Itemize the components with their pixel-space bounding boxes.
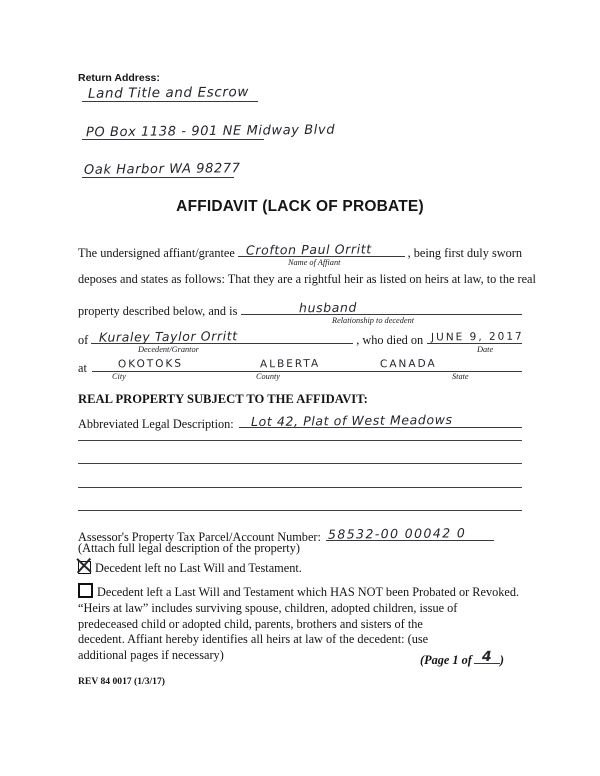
blank-rule-line[interactable] [78, 487, 522, 488]
blank-rule-line[interactable] [78, 510, 522, 511]
decedent-sublabel: Decedent/Grantor [138, 345, 199, 354]
relationship-sublabel: Relationship to decedent [332, 316, 415, 325]
city-value: OKOTOKS [117, 357, 184, 371]
undersigned-suffix: , being first duly sworn [407, 246, 522, 260]
relationship-row [78, 299, 522, 319]
form-number: REV 84 0017 (1/3/17) [78, 676, 165, 687]
parcel-number-value: 58532-00 00042 0 [327, 525, 467, 542]
real-property-heading: REAL PROPERTY SUBJECT TO THE AFFIDAVIT: [78, 392, 368, 406]
heirs-note: “Heirs at law” includes surviving spouse, children, adopted children, issue of predeceased child or adopted child, parents, brothers and sisters of the decedent. Affiant hereby identifies all heirs at law of the decedent: (use additional pages if necessary) [78, 601, 458, 662]
relationship-field[interactable] [241, 299, 522, 315]
attach-note: (Attach full legal description of the property) [78, 541, 300, 555]
no-will-checkbox[interactable] [78, 561, 91, 574]
relationship-value: husband [299, 299, 358, 316]
page-note [420, 648, 504, 668]
undersigned-prefix: The undersigned affiant/grantee [78, 246, 235, 260]
return-address-value-3: Oak Harbor WA 98277 [83, 161, 241, 178]
return-address-line-2[interactable] [82, 122, 336, 141]
of-label: of [78, 333, 89, 347]
date-sublabel: Date [477, 345, 494, 354]
no-will-label: Decedent left no Last Will and Testament. [95, 561, 302, 575]
county-value: ALBERTA [259, 357, 321, 371]
page-count-value: 4 [481, 648, 493, 666]
died-on-text: , who died on [356, 333, 424, 347]
property-prefix: property described below, and is [78, 304, 238, 318]
county-sublabel: County [256, 372, 280, 381]
return-address-line-1[interactable] [82, 86, 258, 102]
unprobated-will-label: Decedent left a Last Will and Testament which HAS NOT been Probated or Revoked. [97, 585, 520, 599]
state-sublabel: State [452, 372, 469, 381]
page-count-field[interactable] [474, 648, 500, 664]
return-address-label: Return Address: [78, 72, 160, 84]
checkbox-row-no-will [78, 559, 522, 576]
return-address-line-3[interactable] [82, 161, 241, 178]
death-date-field[interactable] [427, 328, 522, 344]
return-address-value-1: Land Title and Escrow [87, 84, 250, 102]
parcel-number-label: Assessor's Property Tax Parcel/Account Number: [78, 530, 321, 544]
unprobated-will-checkbox[interactable] [78, 583, 93, 598]
legal-description-value: Lot 42, Plat of West Meadows [250, 411, 453, 430]
deposes-line: deposes and states as follows: That they are a rightful heir as listed on heirs at law, to the real [78, 272, 536, 286]
blank-rule-line[interactable] [78, 440, 522, 441]
at-label: at [78, 361, 87, 375]
death-date-value: JUNE 9, 2017 [431, 330, 524, 344]
checkbox-row-unprobated-will [78, 581, 522, 600]
legal-description-row [78, 412, 522, 432]
affiant-name-field[interactable] [238, 241, 405, 257]
return-address-value-2: PO Box 1138 - 901 NE Midway Blvd [85, 122, 336, 141]
state-value: CANADA [379, 357, 437, 371]
blank-rule-line[interactable] [78, 463, 522, 464]
decedent-name-field[interactable] [91, 328, 353, 344]
page-note-suffix: ) [499, 653, 505, 667]
page-title: AFFIDAVIT (LACK OF PROBATE) [176, 198, 424, 215]
location-fields[interactable] [92, 356, 522, 372]
legal-description-label: Abbreviated Legal Description: [78, 417, 234, 431]
parcel-number-field[interactable] [326, 525, 494, 541]
city-sublabel: City [112, 372, 126, 381]
decedent-name-value: Kuraley Taylor Orritt [99, 328, 239, 345]
affiant-name-sublabel: Name of Affiant [288, 258, 341, 267]
checkbox-x-mark-icon [75, 557, 92, 574]
page-note-prefix: (Page 1 of [420, 653, 472, 667]
affiant-name-value: Crofton Paul Orritt [245, 241, 372, 258]
legal-description-field[interactable] [239, 412, 522, 428]
